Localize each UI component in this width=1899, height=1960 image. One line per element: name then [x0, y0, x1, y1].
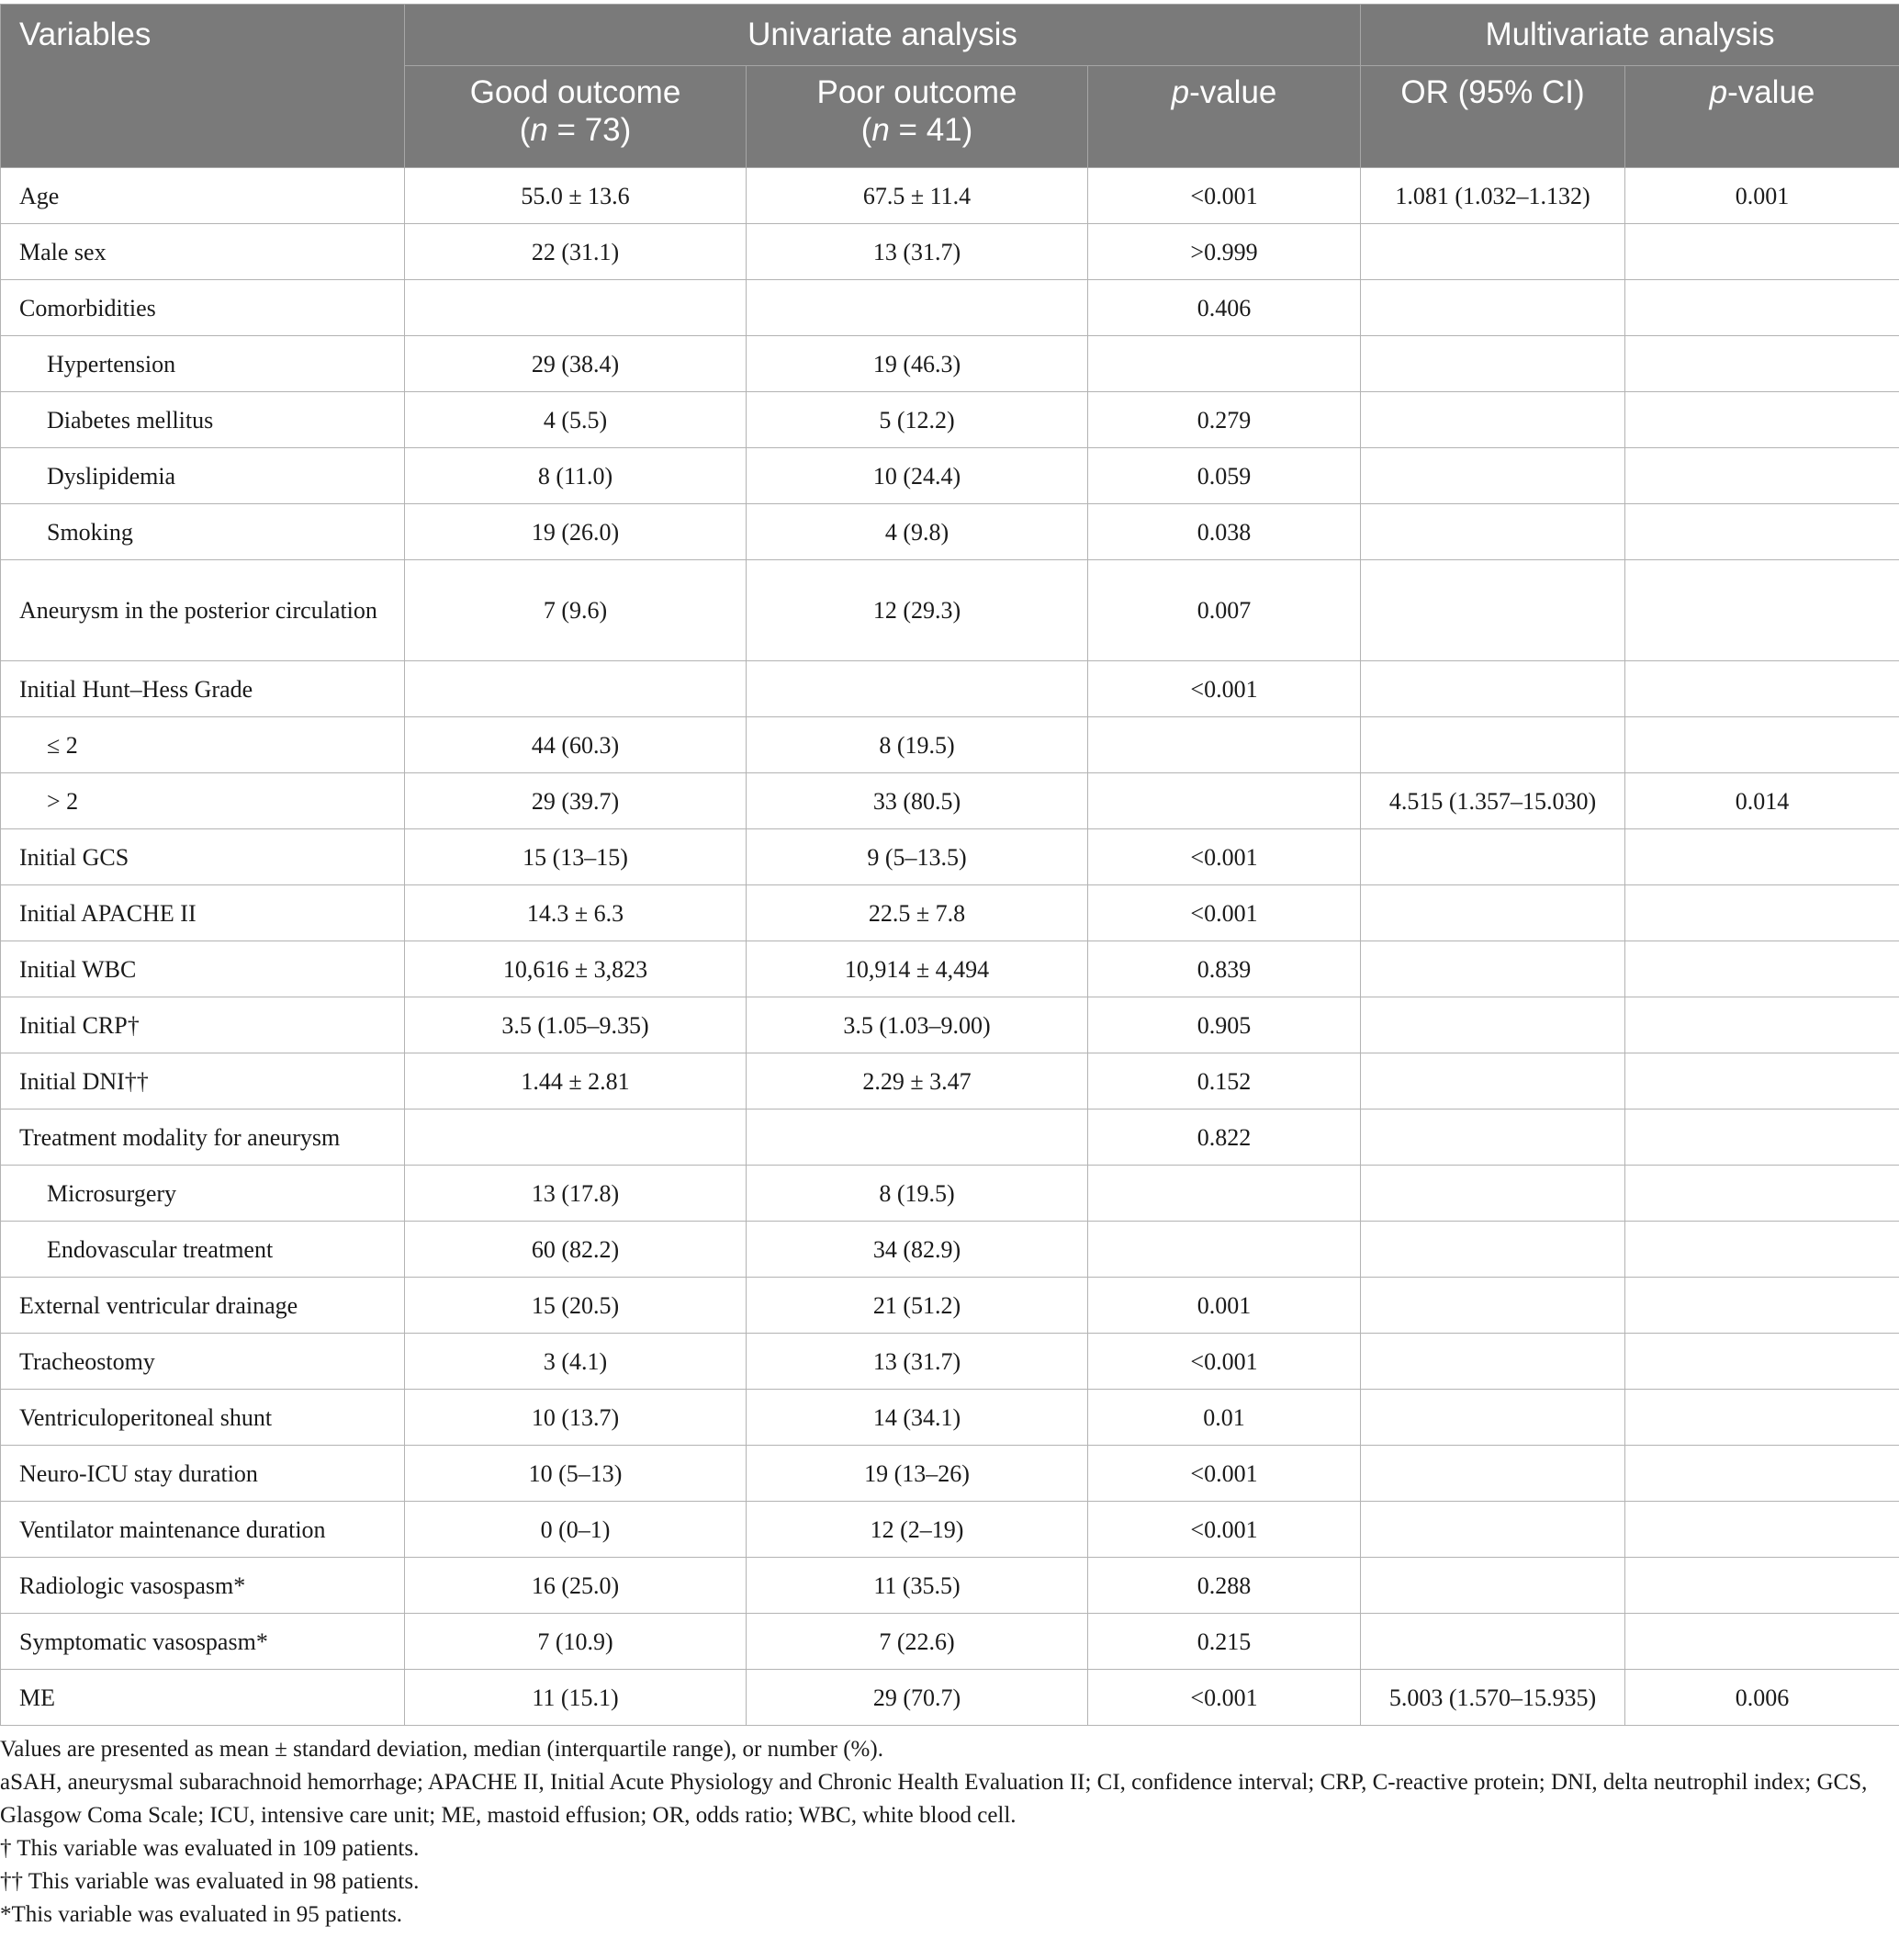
or-ci-cell [1361, 1502, 1625, 1558]
header-good-outcome: Good outcome (n = 73) [405, 66, 747, 168]
good-outcome-cell: 14.3 ± 6.3 [405, 885, 747, 941]
footnote: † This variable was evaluated in 109 patients. [0, 1836, 420, 1861]
p-value-cell: 0.01 [1088, 1390, 1361, 1446]
row-label: Initial DNI†† [1, 1053, 405, 1110]
multi-p-value-cell: 0.001 [1625, 168, 1899, 224]
p-value-cell [1088, 336, 1361, 392]
multi-p-value-cell [1625, 1166, 1899, 1222]
or-ci-cell [1361, 1558, 1625, 1614]
row-label: Treatment modality for aneurysm [1, 1110, 405, 1166]
multi-p-value-cell [1625, 1558, 1899, 1614]
multi-p-value-cell [1625, 1278, 1899, 1334]
header-row-1 [1, 5, 1899, 66]
p-value-cell: 0.038 [1088, 504, 1361, 560]
good-outcome-cell: 60 (82.2) [405, 1222, 747, 1278]
poor-outcome-cell: 34 (82.9) [747, 1222, 1088, 1278]
poor-outcome-cell [747, 661, 1088, 717]
table-row [1, 392, 1899, 448]
or-ci-cell [1361, 661, 1625, 717]
table-row [1, 1390, 1899, 1446]
good-outcome-cell: 3.5 (1.05–9.35) [405, 997, 747, 1053]
row-label: Radiologic vasospasm* [1, 1558, 405, 1614]
p-value-cell: <0.001 [1088, 1446, 1361, 1502]
p-value-cell [1088, 1222, 1361, 1278]
multi-p-value-cell [1625, 1390, 1899, 1446]
multi-p-value-cell [1625, 997, 1899, 1053]
or-ci-cell [1361, 885, 1625, 941]
poor-outcome-cell: 11 (35.5) [747, 1558, 1088, 1614]
table-row [1, 1166, 1899, 1222]
poor-outcome-cell: 67.5 ± 11.4 [747, 168, 1088, 224]
table-body [1, 168, 1899, 1726]
multi-p-value-cell [1625, 1053, 1899, 1110]
table-row [1, 1614, 1899, 1670]
row-label: Symptomatic vasospasm* [1, 1614, 405, 1670]
multi-p-value-cell [1625, 941, 1899, 997]
poor-outcome-cell: 19 (46.3) [747, 336, 1088, 392]
multi-p-value-cell [1625, 661, 1899, 717]
table-row [1, 1278, 1899, 1334]
good-outcome-cell: 13 (17.8) [405, 1166, 747, 1222]
p-value-cell: >0.999 [1088, 224, 1361, 280]
p-value-cell: 0.822 [1088, 1110, 1361, 1166]
or-ci-cell [1361, 224, 1625, 280]
good-outcome-cell: 55.0 ± 13.6 [405, 168, 747, 224]
p-value-cell: <0.001 [1088, 1502, 1361, 1558]
row-label: Initial APACHE II [1, 885, 405, 941]
row-label: Comorbidities [1, 280, 405, 336]
header-variables: Variables [1, 5, 405, 168]
row-label: Male sex [1, 224, 405, 280]
or-ci-cell [1361, 560, 1625, 661]
poor-outcome-cell: 21 (51.2) [747, 1278, 1088, 1334]
multi-p-value-cell [1625, 829, 1899, 885]
poor-outcome-cell: 5 (12.2) [747, 392, 1088, 448]
results-table [0, 4, 1899, 1726]
poor-outcome-cell: 7 (22.6) [747, 1614, 1088, 1670]
row-label: Dyslipidemia [1, 448, 405, 504]
table-row [1, 829, 1899, 885]
multi-p-value-cell: 0.014 [1625, 773, 1899, 829]
footnote: *This variable was evaluated in 95 patients. [0, 1902, 403, 1927]
footnote: †† This variable was evaluated in 98 patients. [0, 1869, 420, 1894]
or-ci-cell [1361, 280, 1625, 336]
table-row [1, 1053, 1899, 1110]
good-outcome-cell: 8 (11.0) [405, 448, 747, 504]
good-outcome-cell: 44 (60.3) [405, 717, 747, 773]
or-ci-cell [1361, 1166, 1625, 1222]
header-or-ci: OR (95% CI) [1361, 66, 1625, 168]
or-ci-cell [1361, 941, 1625, 997]
good-outcome-cell: 29 (39.7) [405, 773, 747, 829]
or-ci-cell [1361, 1390, 1625, 1446]
poor-outcome-cell: 10,914 ± 4,494 [747, 941, 1088, 997]
or-ci-cell [1361, 1222, 1625, 1278]
p-value-cell [1088, 773, 1361, 829]
poor-outcome-cell: 8 (19.5) [747, 1166, 1088, 1222]
table-row [1, 773, 1899, 829]
or-ci-cell [1361, 1053, 1625, 1110]
multi-p-value-cell [1625, 1446, 1899, 1502]
row-label: External ventricular drainage [1, 1278, 405, 1334]
multi-p-value-cell [1625, 448, 1899, 504]
poor-outcome-cell: 8 (19.5) [747, 717, 1088, 773]
multi-p-value-cell [1625, 504, 1899, 560]
p-value-cell: 0.905 [1088, 997, 1361, 1053]
multi-p-value-cell [1625, 280, 1899, 336]
p-value-cell: <0.001 [1088, 661, 1361, 717]
table-row [1, 1502, 1899, 1558]
multi-p-value-cell [1625, 560, 1899, 661]
p-value-cell: 0.279 [1088, 392, 1361, 448]
table-row [1, 280, 1899, 336]
row-label: ≤ 2 [1, 717, 405, 773]
multi-p-value-cell [1625, 885, 1899, 941]
p-value-cell: 0.215 [1088, 1614, 1361, 1670]
p-value-cell: 0.001 [1088, 1278, 1361, 1334]
table-row [1, 1222, 1899, 1278]
good-outcome-cell: 4 (5.5) [405, 392, 747, 448]
multi-p-value-cell [1625, 1222, 1899, 1278]
good-outcome-cell: 10 (13.7) [405, 1390, 747, 1446]
poor-outcome-cell: 9 (5–13.5) [747, 829, 1088, 885]
good-outcome-cell: 0 (0–1) [405, 1502, 747, 1558]
row-label: Tracheostomy [1, 1334, 405, 1390]
good-outcome-cell [405, 1110, 747, 1166]
good-outcome-cell [405, 280, 747, 336]
good-outcome-cell: 19 (26.0) [405, 504, 747, 560]
or-ci-cell [1361, 1278, 1625, 1334]
table-row [1, 941, 1899, 997]
table-row [1, 448, 1899, 504]
table-container [0, 4, 1899, 1932]
table-row [1, 1670, 1899, 1726]
header-multi-p-value: p-value [1625, 66, 1899, 168]
multi-p-value-cell [1625, 1502, 1899, 1558]
row-label: Microsurgery [1, 1166, 405, 1222]
p-value-cell: <0.001 [1088, 885, 1361, 941]
p-value-cell: <0.001 [1088, 1670, 1361, 1726]
poor-outcome-cell: 33 (80.5) [747, 773, 1088, 829]
multi-p-value-cell [1625, 1110, 1899, 1166]
p-value-cell: <0.001 [1088, 1334, 1361, 1390]
poor-outcome-cell: 12 (29.3) [747, 560, 1088, 661]
row-label: Initial CRP† [1, 997, 405, 1053]
good-outcome-cell: 10,616 ± 3,823 [405, 941, 747, 997]
or-ci-cell [1361, 1110, 1625, 1166]
good-outcome-cell: 10 (5–13) [405, 1446, 747, 1502]
multi-p-value-cell [1625, 717, 1899, 773]
good-outcome-cell: 7 (10.9) [405, 1614, 747, 1670]
good-outcome-cell: 22 (31.1) [405, 224, 747, 280]
poor-outcome-cell: 13 (31.7) [747, 224, 1088, 280]
multi-p-value-cell: 0.006 [1625, 1670, 1899, 1726]
or-ci-cell [1361, 997, 1625, 1053]
table-row [1, 1110, 1899, 1166]
poor-outcome-cell: 29 (70.7) [747, 1670, 1088, 1726]
p-value-cell: 0.007 [1088, 560, 1361, 661]
good-outcome-cell: 11 (15.1) [405, 1670, 747, 1726]
row-label: Initial WBC [1, 941, 405, 997]
row-label: Neuro-ICU stay duration [1, 1446, 405, 1502]
or-ci-cell [1361, 336, 1625, 392]
header-poor-outcome: Poor outcome (n = 41) [747, 66, 1088, 168]
poor-outcome-cell: 2.29 ± 3.47 [747, 1053, 1088, 1110]
or-ci-cell [1361, 1446, 1625, 1502]
good-outcome-cell: 7 (9.6) [405, 560, 747, 661]
multi-p-value-cell [1625, 1614, 1899, 1670]
footnote: Values are presented as mean ± standard deviation, median (interquartile range), or number (%). [0, 1737, 883, 1762]
p-value-cell: 0.288 [1088, 1558, 1361, 1614]
good-outcome-cell: 1.44 ± 2.81 [405, 1053, 747, 1110]
poor-outcome-cell: 14 (34.1) [747, 1390, 1088, 1446]
table-footnotes [0, 1726, 1892, 1932]
header-univariate: Univariate analysis [405, 5, 1361, 66]
p-value-cell: 0.839 [1088, 941, 1361, 997]
or-ci-cell [1361, 829, 1625, 885]
or-ci-cell [1361, 392, 1625, 448]
table-row [1, 1334, 1899, 1390]
row-label: Smoking [1, 504, 405, 560]
good-outcome-cell: 29 (38.4) [405, 336, 747, 392]
poor-outcome-cell: 4 (9.8) [747, 504, 1088, 560]
poor-outcome-cell: 3.5 (1.03–9.00) [747, 997, 1088, 1053]
or-ci-cell: 5.003 (1.570–15.935) [1361, 1670, 1625, 1726]
p-value-cell: 0.406 [1088, 280, 1361, 336]
good-outcome-cell: 15 (13–15) [405, 829, 747, 885]
table-header [1, 5, 1899, 168]
poor-outcome-cell [747, 280, 1088, 336]
poor-outcome-cell: 19 (13–26) [747, 1446, 1088, 1502]
row-label: Ventilator maintenance duration [1, 1502, 405, 1558]
poor-outcome-cell: 13 (31.7) [747, 1334, 1088, 1390]
row-label: ME [1, 1670, 405, 1726]
or-ci-cell [1361, 1614, 1625, 1670]
p-value-cell: <0.001 [1088, 829, 1361, 885]
footnote: aSAH, aneurysmal subarachnoid hemorrhage; APACHE II, Initial Acute Physiology and Chronic Health Evaluation II; CI, confidence interval; CRP, C-reactive protein; DNI, delta neutrophil index; GCS, Glasgow Coma Scale; ICU, intensive care unit; ME, mastoid effusion; OR, odds ratio; WBC, white blood cell. [0, 1770, 1868, 1828]
multi-p-value-cell [1625, 1334, 1899, 1390]
p-value-cell: <0.001 [1088, 168, 1361, 224]
p-value-cell [1088, 1166, 1361, 1222]
or-ci-cell [1361, 448, 1625, 504]
or-ci-cell [1361, 1334, 1625, 1390]
or-ci-cell [1361, 504, 1625, 560]
poor-outcome-cell: 10 (24.4) [747, 448, 1088, 504]
poor-outcome-cell [747, 1110, 1088, 1166]
good-outcome-cell: 3 (4.1) [405, 1334, 747, 1390]
multi-p-value-cell [1625, 224, 1899, 280]
good-outcome-cell [405, 661, 747, 717]
multi-p-value-cell [1625, 392, 1899, 448]
row-label: Aneurysm in the posterior circulation [1, 560, 405, 661]
table-row [1, 661, 1899, 717]
table-row [1, 1446, 1899, 1502]
p-value-cell: 0.152 [1088, 1053, 1361, 1110]
row-label: Hypertension [1, 336, 405, 392]
multi-p-value-cell [1625, 336, 1899, 392]
poor-outcome-cell: 12 (2–19) [747, 1502, 1088, 1558]
header-multivariate: Multivariate analysis [1361, 5, 1899, 66]
p-value-cell [1088, 717, 1361, 773]
poor-outcome-cell: 22.5 ± 7.8 [747, 885, 1088, 941]
row-label: Diabetes mellitus [1, 392, 405, 448]
or-ci-cell [1361, 717, 1625, 773]
row-label: Initial GCS [1, 829, 405, 885]
row-label: Endovascular treatment [1, 1222, 405, 1278]
header-p-value: p-value [1088, 66, 1361, 168]
table-row [1, 168, 1899, 224]
or-ci-cell: 4.515 (1.357–15.030) [1361, 773, 1625, 829]
row-label: Ventriculoperitoneal shunt [1, 1390, 405, 1446]
or-ci-cell: 1.081 (1.032–1.132) [1361, 168, 1625, 224]
table-row [1, 336, 1899, 392]
p-value-cell: 0.059 [1088, 448, 1361, 504]
table-row [1, 1558, 1899, 1614]
row-label: Age [1, 168, 405, 224]
good-outcome-cell: 15 (20.5) [405, 1278, 747, 1334]
row-label: Initial Hunt–Hess Grade [1, 661, 405, 717]
table-row [1, 717, 1899, 773]
table-row [1, 560, 1899, 661]
table-row [1, 224, 1899, 280]
table-row [1, 504, 1899, 560]
row-label: > 2 [1, 773, 405, 829]
table-row [1, 885, 1899, 941]
good-outcome-cell: 16 (25.0) [405, 1558, 747, 1614]
table-row [1, 997, 1899, 1053]
